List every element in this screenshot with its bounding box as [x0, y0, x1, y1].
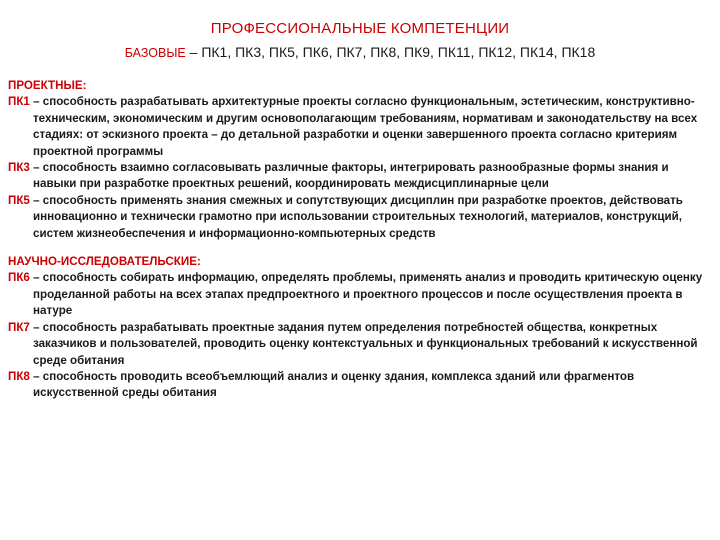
competency-code: ПК3	[8, 161, 30, 175]
group-design	[8, 78, 712, 242]
competency-text: – способность применять знания смежных и сопутствующих дисциплин при разработке проектов, действовать инновационно и технически грамотно при использовании строительных технологий, материалов, конструкций, систем жизнеобеспечения и информационно-компьютерных средств	[29, 193, 683, 240]
group-research	[8, 254, 712, 402]
competency-code: ПК6	[8, 271, 30, 285]
competency-text: – способность проводить всеобъемлющий анализ и оценку здания, комплекса зданий или фрагментов искусственной среды обитания	[29, 369, 635, 400]
competency-item	[8, 160, 712, 193]
basic-competencies	[0, 44, 720, 60]
competency-code: ПК1	[8, 95, 30, 109]
group-spacer	[8, 242, 712, 254]
competency-code: ПК7	[8, 320, 30, 334]
group-heading: ПРОЕКТНЫЕ:	[8, 79, 87, 92]
competency-text: – способность взаимно согласовывать различные факторы, интегрировать разнообразные формы знания и навыки при разработке проектных решений, координировать междисциплинарные цели	[29, 161, 669, 191]
competency-item	[8, 94, 712, 160]
basic-dash: –	[185, 44, 202, 60]
competency-item	[8, 369, 712, 402]
competency-text: – способность собирать информацию, определять проблемы, применять анализ и проводить критическую оценку проделанной работы на всех этапах предпроектного и проектного процессов и после осуществления проекта в натуре	[29, 271, 703, 318]
competency-list	[8, 78, 712, 402]
group-heading: НАУЧНО-ИССЛЕДОВАТЕЛЬСКИЕ:	[8, 255, 201, 269]
competency-item	[8, 270, 712, 319]
basic-codes: ПК1, ПК3, ПК5, ПК6, ПК7, ПК8, ПК9, ПК11, ПК12, ПК14, ПК18	[201, 44, 596, 60]
basic-label: БАЗОВЫЕ	[124, 46, 186, 60]
competency-item	[8, 320, 712, 369]
competency-item	[8, 193, 712, 242]
competency-code: ПК5	[8, 193, 30, 207]
competency-text: – способность разрабатывать архитектурные проекты согласно функциональным, эстетическим, конструктивно-техническим, экономическим и другим основополагающим требованиям, нормативам и законодательству на всех стадиях: от эскизного проекта – до детальной разработки и оценки завершенного проекта согласно критериям проектной программы	[29, 95, 698, 158]
page-title: ПРОФЕССИОНАЛЬНЫЕ КОМПЕТЕНЦИИ	[210, 20, 510, 37]
competency-text: – способность разрабатывать проектные задания путем определения потребностей общества, конкретных заказчиков и пользователей, проводить оценку контекстуальных и функциональных требований к искусственной среде обитания	[29, 320, 698, 367]
competency-code: ПК8	[8, 369, 30, 383]
